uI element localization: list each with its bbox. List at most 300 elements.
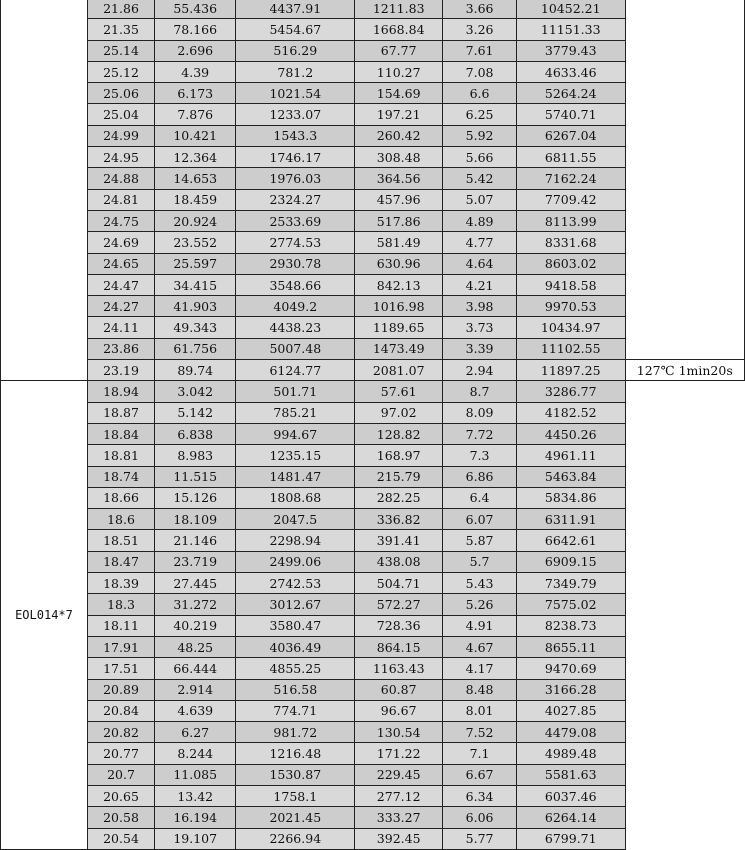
note-blank bbox=[625, 0, 744, 19]
value-cell: 7.52 bbox=[443, 722, 517, 743]
value-cell: 23.19 bbox=[87, 360, 154, 381]
table-row bbox=[1, 61, 745, 82]
value-cell: 12.364 bbox=[155, 147, 236, 168]
note-blank bbox=[625, 594, 744, 615]
note-blank bbox=[625, 317, 744, 338]
note-blank bbox=[625, 679, 744, 700]
value-cell: 5.43 bbox=[443, 573, 517, 594]
value-cell: 27.445 bbox=[155, 573, 236, 594]
sample-id-cell bbox=[1, 0, 88, 381]
table-row bbox=[1, 253, 745, 274]
value-cell: 25.14 bbox=[87, 40, 154, 61]
value-cell: 8.48 bbox=[443, 679, 517, 700]
value-cell: 4.77 bbox=[443, 232, 517, 253]
value-cell: 4.91 bbox=[443, 615, 517, 636]
table-row bbox=[1, 83, 745, 104]
value-cell: 18.47 bbox=[87, 551, 154, 572]
value-cell: 11151.33 bbox=[516, 19, 625, 40]
value-cell: 1808.68 bbox=[236, 487, 355, 508]
table-row bbox=[1, 764, 745, 785]
value-cell: 1976.03 bbox=[236, 168, 355, 189]
table-row bbox=[1, 573, 745, 594]
value-cell: 3.73 bbox=[443, 317, 517, 338]
note-blank bbox=[625, 61, 744, 82]
table-row bbox=[1, 296, 745, 317]
note-blank bbox=[625, 615, 744, 636]
table-row bbox=[1, 594, 745, 615]
value-cell: 1746.17 bbox=[236, 147, 355, 168]
value-cell: 5.07 bbox=[443, 189, 517, 210]
value-cell: 23.719 bbox=[155, 551, 236, 572]
sample-id-cell: EOL014*7 bbox=[1, 381, 88, 850]
value-cell: 6.838 bbox=[155, 423, 236, 444]
table-row bbox=[1, 487, 745, 508]
value-cell: 20.84 bbox=[87, 700, 154, 721]
value-cell: 4027.85 bbox=[516, 700, 625, 721]
note-blank bbox=[625, 147, 744, 168]
note-blank bbox=[625, 168, 744, 189]
value-cell: 3548.66 bbox=[236, 274, 355, 295]
value-cell: 14.653 bbox=[155, 168, 236, 189]
value-cell: 572.27 bbox=[355, 594, 443, 615]
value-cell: 18.459 bbox=[155, 189, 236, 210]
value-cell: 364.56 bbox=[355, 168, 443, 189]
value-cell: 4.89 bbox=[443, 210, 517, 231]
value-cell: 20.65 bbox=[87, 785, 154, 806]
value-cell: 24.11 bbox=[87, 317, 154, 338]
value-cell: 516.29 bbox=[236, 40, 355, 61]
note-blank bbox=[625, 189, 744, 210]
value-cell: 994.67 bbox=[236, 423, 355, 444]
value-cell: 1668.84 bbox=[355, 19, 443, 40]
value-cell: 20.7 bbox=[87, 764, 154, 785]
table-row bbox=[1, 360, 745, 381]
value-cell: 57.61 bbox=[355, 381, 443, 402]
value-cell: 18.11 bbox=[87, 615, 154, 636]
value-cell: 1481.47 bbox=[236, 466, 355, 487]
table-row bbox=[1, 232, 745, 253]
table-row bbox=[1, 679, 745, 700]
value-cell: 5.42 bbox=[443, 168, 517, 189]
table-row bbox=[1, 466, 745, 487]
value-cell: 23.86 bbox=[87, 338, 154, 359]
note-blank bbox=[625, 83, 744, 104]
value-cell: 781.2 bbox=[236, 61, 355, 82]
value-cell: 9970.53 bbox=[516, 296, 625, 317]
table-row bbox=[1, 40, 745, 61]
table-row bbox=[1, 423, 745, 444]
value-cell: 4049.2 bbox=[236, 296, 355, 317]
value-cell: 8.01 bbox=[443, 700, 517, 721]
value-cell: 504.71 bbox=[355, 573, 443, 594]
value-cell: 15.126 bbox=[155, 487, 236, 508]
value-cell: 2.94 bbox=[443, 360, 517, 381]
value-cell: 9470.69 bbox=[516, 658, 625, 679]
value-cell: 2047.5 bbox=[236, 509, 355, 530]
value-cell: 18.84 bbox=[87, 423, 154, 444]
value-cell: 25.06 bbox=[87, 83, 154, 104]
note-blank bbox=[625, 402, 744, 423]
value-cell: 20.82 bbox=[87, 722, 154, 743]
value-cell: 168.97 bbox=[355, 445, 443, 466]
value-cell: 24.88 bbox=[87, 168, 154, 189]
value-cell: 2.914 bbox=[155, 679, 236, 700]
value-cell: 774.71 bbox=[236, 700, 355, 721]
value-cell: 24.75 bbox=[87, 210, 154, 231]
value-cell: 4989.48 bbox=[516, 743, 625, 764]
table-body bbox=[1, 0, 745, 849]
value-cell: 5.92 bbox=[443, 125, 517, 146]
value-cell: 3779.43 bbox=[516, 40, 625, 61]
value-cell: 6.07 bbox=[443, 509, 517, 530]
value-cell: 110.27 bbox=[355, 61, 443, 82]
value-cell: 5834.86 bbox=[516, 487, 625, 508]
note-blank bbox=[625, 573, 744, 594]
table-row bbox=[1, 807, 745, 828]
value-cell: 61.756 bbox=[155, 338, 236, 359]
value-cell: 1216.48 bbox=[236, 743, 355, 764]
value-cell: 4036.49 bbox=[236, 636, 355, 657]
value-cell: 11.085 bbox=[155, 764, 236, 785]
value-cell: 5454.67 bbox=[236, 19, 355, 40]
value-cell: 17.91 bbox=[87, 636, 154, 657]
note-blank bbox=[625, 104, 744, 125]
value-cell: 128.82 bbox=[355, 423, 443, 444]
value-cell: 11.515 bbox=[155, 466, 236, 487]
value-cell: 21.35 bbox=[87, 19, 154, 40]
value-cell: 229.45 bbox=[355, 764, 443, 785]
value-cell: 21.146 bbox=[155, 530, 236, 551]
value-cell: 392.45 bbox=[355, 828, 443, 849]
table-row bbox=[1, 125, 745, 146]
value-cell: 7162.24 bbox=[516, 168, 625, 189]
value-cell: 17.51 bbox=[87, 658, 154, 679]
value-cell: 19.107 bbox=[155, 828, 236, 849]
value-cell: 8603.02 bbox=[516, 253, 625, 274]
value-cell: 1189.65 bbox=[355, 317, 443, 338]
value-cell: 4961.11 bbox=[516, 445, 625, 466]
value-cell: 78.166 bbox=[155, 19, 236, 40]
note-blank bbox=[625, 785, 744, 806]
table-row bbox=[1, 700, 745, 721]
note-blank bbox=[625, 487, 744, 508]
table-row bbox=[1, 210, 745, 231]
value-cell: 89.74 bbox=[155, 360, 236, 381]
value-cell: 6.27 bbox=[155, 722, 236, 743]
value-cell: 2021.45 bbox=[236, 807, 355, 828]
note-blank bbox=[625, 232, 744, 253]
value-cell: 2742.53 bbox=[236, 573, 355, 594]
table-row bbox=[1, 381, 745, 402]
value-cell: 308.48 bbox=[355, 147, 443, 168]
table-row bbox=[1, 19, 745, 40]
value-cell: 2081.07 bbox=[355, 360, 443, 381]
value-cell: 1233.07 bbox=[236, 104, 355, 125]
value-cell: 1473.49 bbox=[355, 338, 443, 359]
note-blank bbox=[625, 509, 744, 530]
value-cell: 1543.3 bbox=[236, 125, 355, 146]
value-cell: 1211.83 bbox=[355, 0, 443, 19]
value-cell: 333.27 bbox=[355, 807, 443, 828]
value-cell: 4.639 bbox=[155, 700, 236, 721]
value-cell: 981.72 bbox=[236, 722, 355, 743]
value-cell: 3.66 bbox=[443, 0, 517, 19]
value-cell: 18.94 bbox=[87, 381, 154, 402]
value-cell: 4450.26 bbox=[516, 423, 625, 444]
value-cell: 5264.24 bbox=[516, 83, 625, 104]
table-row bbox=[1, 615, 745, 636]
note-blank bbox=[625, 445, 744, 466]
value-cell: 1016.98 bbox=[355, 296, 443, 317]
value-cell: 5.26 bbox=[443, 594, 517, 615]
value-cell: 6.67 bbox=[443, 764, 517, 785]
note-blank bbox=[625, 700, 744, 721]
value-cell: 3580.47 bbox=[236, 615, 355, 636]
value-cell: 5.7 bbox=[443, 551, 517, 572]
table-row bbox=[1, 317, 745, 338]
value-cell: 97.02 bbox=[355, 402, 443, 423]
note-blank bbox=[625, 764, 744, 785]
value-cell: 55.436 bbox=[155, 0, 236, 19]
value-cell: 7709.42 bbox=[516, 189, 625, 210]
value-cell: 4438.23 bbox=[236, 317, 355, 338]
value-cell: 391.41 bbox=[355, 530, 443, 551]
value-cell: 457.96 bbox=[355, 189, 443, 210]
value-cell: 24.99 bbox=[87, 125, 154, 146]
value-cell: 581.49 bbox=[355, 232, 443, 253]
note-blank bbox=[625, 807, 744, 828]
value-cell: 6799.71 bbox=[516, 828, 625, 849]
value-cell: 10.421 bbox=[155, 125, 236, 146]
table-row bbox=[1, 743, 745, 764]
value-cell: 630.96 bbox=[355, 253, 443, 274]
table-row bbox=[1, 658, 745, 679]
value-cell: 7.72 bbox=[443, 423, 517, 444]
note-blank bbox=[625, 530, 744, 551]
condition-note: 127℃ 1min20s bbox=[625, 360, 744, 381]
value-cell: 4479.08 bbox=[516, 722, 625, 743]
value-cell: 8655.11 bbox=[516, 636, 625, 657]
value-cell: 6.6 bbox=[443, 83, 517, 104]
table-row bbox=[1, 168, 745, 189]
value-cell: 20.924 bbox=[155, 210, 236, 231]
value-cell: 18.3 bbox=[87, 594, 154, 615]
table-row bbox=[1, 104, 745, 125]
note-blank bbox=[625, 296, 744, 317]
value-cell: 4.21 bbox=[443, 274, 517, 295]
value-cell: 40.219 bbox=[155, 615, 236, 636]
value-cell: 501.71 bbox=[236, 381, 355, 402]
value-cell: 2774.53 bbox=[236, 232, 355, 253]
value-cell: 516.58 bbox=[236, 679, 355, 700]
value-cell: 5.66 bbox=[443, 147, 517, 168]
value-cell: 4.64 bbox=[443, 253, 517, 274]
value-cell: 130.54 bbox=[355, 722, 443, 743]
table-row bbox=[1, 189, 745, 210]
value-cell: 4.17 bbox=[443, 658, 517, 679]
value-cell: 7.61 bbox=[443, 40, 517, 61]
note-blank bbox=[625, 253, 744, 274]
value-cell: 6909.15 bbox=[516, 551, 625, 572]
table-row bbox=[1, 509, 745, 530]
value-cell: 1235.15 bbox=[236, 445, 355, 466]
note-blank bbox=[625, 19, 744, 40]
value-cell: 2533.69 bbox=[236, 210, 355, 231]
value-cell: 18.39 bbox=[87, 573, 154, 594]
value-cell: 60.87 bbox=[355, 679, 443, 700]
value-cell: 3.39 bbox=[443, 338, 517, 359]
value-cell: 13.42 bbox=[155, 785, 236, 806]
value-cell: 154.69 bbox=[355, 83, 443, 104]
value-cell: 215.79 bbox=[355, 466, 443, 487]
note-blank bbox=[625, 828, 744, 849]
value-cell: 1163.43 bbox=[355, 658, 443, 679]
value-cell: 5007.48 bbox=[236, 338, 355, 359]
value-cell: 7.08 bbox=[443, 61, 517, 82]
value-cell: 21.86 bbox=[87, 0, 154, 19]
value-cell: 8113.99 bbox=[516, 210, 625, 231]
value-cell: 728.36 bbox=[355, 615, 443, 636]
value-cell: 7.1 bbox=[443, 743, 517, 764]
value-cell: 7.876 bbox=[155, 104, 236, 125]
value-cell: 2930.78 bbox=[236, 253, 355, 274]
value-cell: 67.77 bbox=[355, 40, 443, 61]
value-cell: 5.77 bbox=[443, 828, 517, 849]
value-cell: 8.7 bbox=[443, 381, 517, 402]
table-row bbox=[1, 338, 745, 359]
value-cell: 6311.91 bbox=[516, 509, 625, 530]
value-cell: 6037.46 bbox=[516, 785, 625, 806]
note-blank bbox=[625, 466, 744, 487]
note-blank bbox=[625, 274, 744, 295]
value-cell: 5740.71 bbox=[516, 104, 625, 125]
value-cell: 6.34 bbox=[443, 785, 517, 806]
value-cell: 171.22 bbox=[355, 743, 443, 764]
value-cell: 18.51 bbox=[87, 530, 154, 551]
table-row bbox=[1, 274, 745, 295]
value-cell: 18.66 bbox=[87, 487, 154, 508]
value-cell: 7575.02 bbox=[516, 594, 625, 615]
value-cell: 1530.87 bbox=[236, 764, 355, 785]
table-row bbox=[1, 785, 745, 806]
value-cell: 25.12 bbox=[87, 61, 154, 82]
value-cell: 18.81 bbox=[87, 445, 154, 466]
value-cell: 2324.27 bbox=[236, 189, 355, 210]
value-cell: 6.06 bbox=[443, 807, 517, 828]
value-cell: 3286.77 bbox=[516, 381, 625, 402]
value-cell: 2499.06 bbox=[236, 551, 355, 572]
value-cell: 438.08 bbox=[355, 551, 443, 572]
value-cell: 24.81 bbox=[87, 189, 154, 210]
value-cell: 16.194 bbox=[155, 807, 236, 828]
value-cell: 8.244 bbox=[155, 743, 236, 764]
value-cell: 785.21 bbox=[236, 402, 355, 423]
note-blank bbox=[625, 125, 744, 146]
value-cell: 7349.79 bbox=[516, 573, 625, 594]
note-blank bbox=[625, 338, 744, 359]
value-cell: 20.54 bbox=[87, 828, 154, 849]
value-cell: 66.444 bbox=[155, 658, 236, 679]
value-cell: 4437.91 bbox=[236, 0, 355, 19]
value-cell: 517.86 bbox=[355, 210, 443, 231]
value-cell: 6.4 bbox=[443, 487, 517, 508]
table-row bbox=[1, 551, 745, 572]
value-cell: 8.983 bbox=[155, 445, 236, 466]
value-cell: 18.87 bbox=[87, 402, 154, 423]
value-cell: 4182.52 bbox=[516, 402, 625, 423]
value-cell: 1021.54 bbox=[236, 83, 355, 104]
table-row bbox=[1, 445, 745, 466]
value-cell: 7.3 bbox=[443, 445, 517, 466]
value-cell: 18.109 bbox=[155, 509, 236, 530]
value-cell: 41.903 bbox=[155, 296, 236, 317]
value-cell: 20.89 bbox=[87, 679, 154, 700]
value-cell: 25.04 bbox=[87, 104, 154, 125]
value-cell: 3.042 bbox=[155, 381, 236, 402]
note-blank bbox=[625, 551, 744, 572]
value-cell: 10452.21 bbox=[516, 0, 625, 19]
value-cell: 49.343 bbox=[155, 317, 236, 338]
note-blank bbox=[625, 658, 744, 679]
table-row bbox=[1, 722, 745, 743]
table-row bbox=[1, 530, 745, 551]
value-cell: 336.82 bbox=[355, 509, 443, 530]
value-cell: 4633.46 bbox=[516, 61, 625, 82]
value-cell: 20.58 bbox=[87, 807, 154, 828]
note-blank bbox=[625, 722, 744, 743]
note-blank bbox=[625, 423, 744, 444]
value-cell: 6267.04 bbox=[516, 125, 625, 146]
value-cell: 6.86 bbox=[443, 466, 517, 487]
value-cell: 24.47 bbox=[87, 274, 154, 295]
value-cell: 96.67 bbox=[355, 700, 443, 721]
value-cell: 5463.84 bbox=[516, 466, 625, 487]
value-cell: 6.173 bbox=[155, 83, 236, 104]
value-cell: 3.26 bbox=[443, 19, 517, 40]
value-cell: 25.597 bbox=[155, 253, 236, 274]
value-cell: 8331.68 bbox=[516, 232, 625, 253]
table-row bbox=[1, 828, 745, 849]
value-cell: 48.25 bbox=[155, 636, 236, 657]
note-blank bbox=[625, 210, 744, 231]
value-cell: 18.6 bbox=[87, 509, 154, 530]
value-cell: 2298.94 bbox=[236, 530, 355, 551]
table-row bbox=[1, 0, 745, 19]
value-cell: 277.12 bbox=[355, 785, 443, 806]
value-cell: 3.98 bbox=[443, 296, 517, 317]
value-cell: 4.39 bbox=[155, 61, 236, 82]
value-cell: 24.27 bbox=[87, 296, 154, 317]
value-cell: 3166.28 bbox=[516, 679, 625, 700]
value-cell: 24.69 bbox=[87, 232, 154, 253]
note-blank bbox=[625, 381, 744, 402]
value-cell: 24.65 bbox=[87, 253, 154, 274]
value-cell: 197.21 bbox=[355, 104, 443, 125]
value-cell: 4.67 bbox=[443, 636, 517, 657]
value-cell: 9418.58 bbox=[516, 274, 625, 295]
value-cell: 842.13 bbox=[355, 274, 443, 295]
value-cell: 864.15 bbox=[355, 636, 443, 657]
value-cell: 8238.73 bbox=[516, 615, 625, 636]
value-cell: 3012.67 bbox=[236, 594, 355, 615]
value-cell: 10434.97 bbox=[516, 317, 625, 338]
note-blank bbox=[625, 743, 744, 764]
value-cell: 5581.63 bbox=[516, 764, 625, 785]
value-cell: 23.552 bbox=[155, 232, 236, 253]
table-row bbox=[1, 402, 745, 423]
value-cell: 6124.77 bbox=[236, 360, 355, 381]
value-cell: 6264.14 bbox=[516, 807, 625, 828]
